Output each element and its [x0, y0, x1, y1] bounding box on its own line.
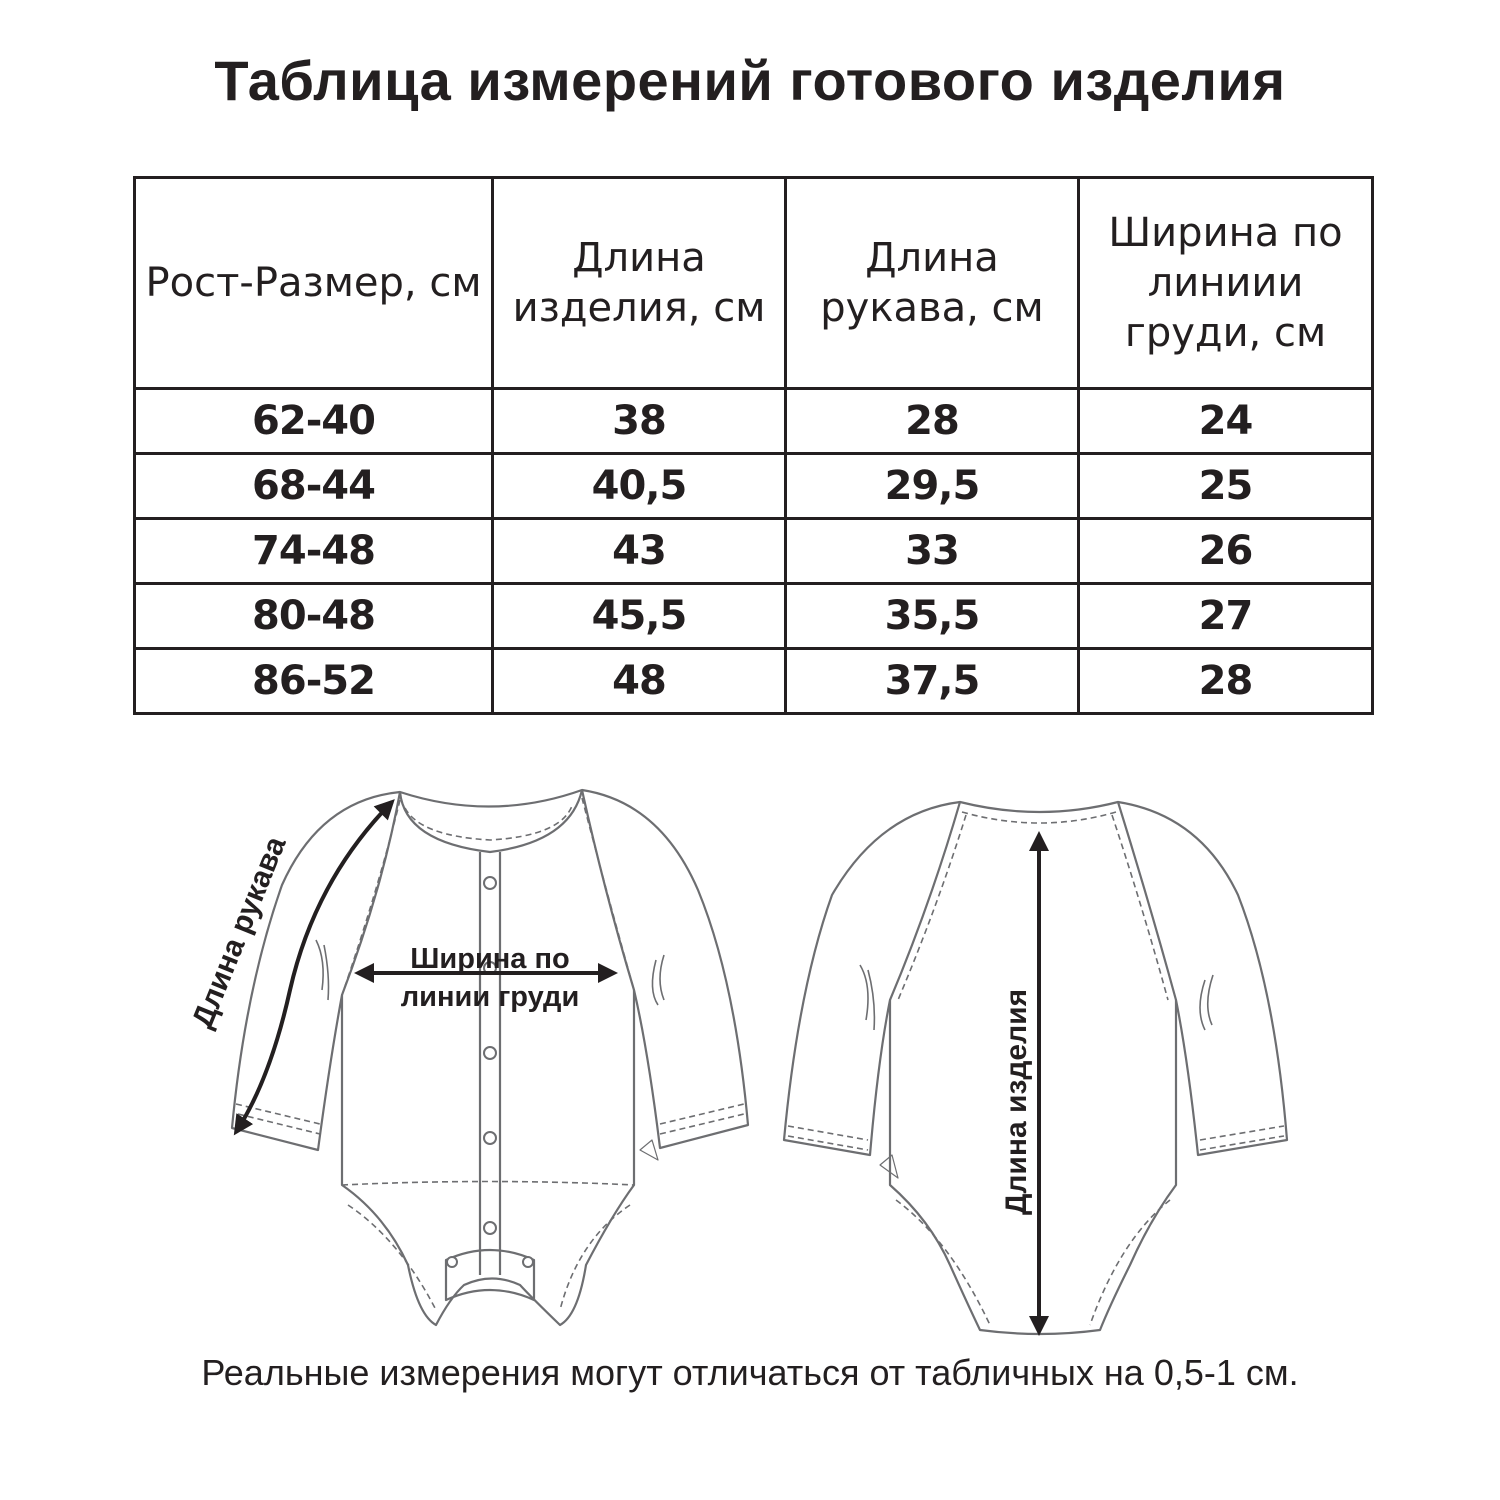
table-row: [135, 584, 1373, 649]
table-cell: 40,5: [493, 454, 786, 519]
table-cell: 62-40: [135, 389, 493, 454]
table-cell: 25: [1079, 454, 1373, 519]
table-cell: 48: [493, 649, 786, 714]
table-cell: 74-48: [135, 519, 493, 584]
table-cell: 29,5: [786, 454, 1079, 519]
table-cell: 80-48: [135, 584, 493, 649]
table-row: [135, 519, 1373, 584]
table-cell: 43: [493, 519, 786, 584]
garment-diagram: [0, 760, 1500, 1360]
chest-width-label-line1: Ширина по: [410, 943, 570, 975]
table-cell: 27: [1079, 584, 1373, 649]
bodysuit-front-view: [232, 790, 748, 1325]
table-cell: 86-52: [135, 649, 493, 714]
disclaimer-note: Реальные измерения могут отличаться от табличных на 0,5-1 см.: [201, 1352, 1299, 1393]
table-cell: 68-44: [135, 454, 493, 519]
table-cell: 33: [786, 519, 1079, 584]
table-row: [135, 389, 1373, 454]
table-cell: 28: [786, 389, 1079, 454]
sleeve-length-label: Длина рукава: [185, 831, 293, 1033]
table-cell: 38: [493, 389, 786, 454]
size-table: [133, 176, 1374, 715]
table-cell: 35,5: [786, 584, 1079, 649]
snap-buttons: [447, 877, 533, 1267]
bodysuit-back-view: [784, 802, 1287, 1334]
chest-width-label-line2: линии груди: [400, 981, 580, 1013]
header-garment-length: Длина изделия, см: [493, 178, 786, 389]
garment-length-label: Длина изделия: [1000, 988, 1033, 1215]
table-row: [135, 649, 1373, 714]
table-cell: 28: [1079, 649, 1373, 714]
table-cell: 45,5: [493, 584, 786, 649]
table-row: [135, 454, 1373, 519]
header-height-size: Рост-Размер, см: [135, 178, 493, 389]
table-cell: 24: [1079, 389, 1373, 454]
back-outline: [784, 802, 1287, 1334]
page-title: Таблица измерений готового изделия: [214, 49, 1286, 112]
header-sleeve-length: Длина рукава, см: [786, 178, 1079, 389]
header-chest-width: Ширина по линиии груди, см: [1079, 178, 1373, 389]
table-cell: 37,5: [786, 649, 1079, 714]
table-cell: 26: [1079, 519, 1373, 584]
table-header-row: [135, 178, 1373, 389]
